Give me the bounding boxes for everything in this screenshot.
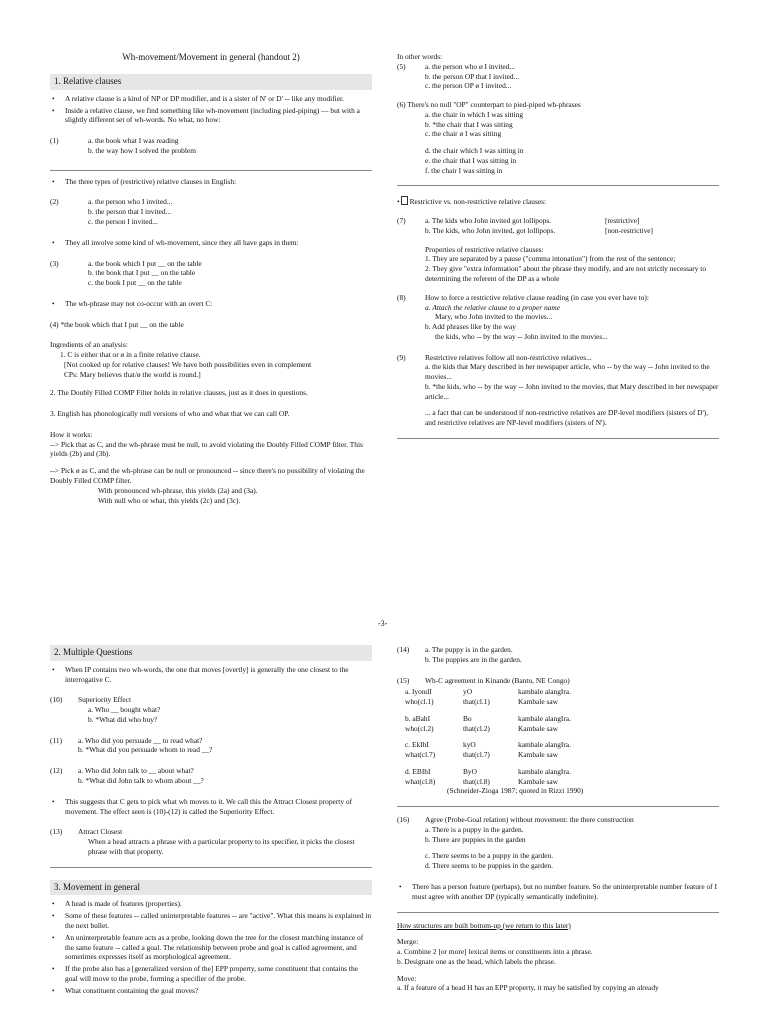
example-1 xyxy=(50,136,372,156)
example-line: a. the book which I put __ on the table xyxy=(88,258,202,268)
other-words: In other words: xyxy=(397,52,443,61)
example-number: (1) xyxy=(50,136,59,146)
bullet-text: When IP contains two wh-words, the one that moves [overtly] is generally the one closest to the interrogative C. xyxy=(65,664,349,684)
gloss-word: c. EkIhI xyxy=(405,740,429,750)
gloss-word: what(cl.8) xyxy=(405,776,436,786)
example-line: a. the person who ø I invited... xyxy=(425,61,515,71)
gloss-word: kambale alangIra. xyxy=(518,740,571,750)
example-number: (9) xyxy=(397,352,406,362)
gloss-word: kambale alangIra. xyxy=(518,766,571,776)
move-step-a: a. If a feature of a head H has an EPP property, it may be satisfied by copying an already xyxy=(397,983,659,993)
bullet-text: This suggests that C gets to pick what wh moves to it. We call this the Attract Closest property of movement. The effect seen is (10)-(12) is called the Superiority Effect. xyxy=(65,796,353,816)
gloss-word: ByO xyxy=(463,766,477,776)
gloss-word: that(cl.7) xyxy=(463,750,490,760)
bullet-text: An uninterpretable feature acts as a probe, looking down the tree for the closest matching instance of the same feature -- called a goal. The relationship between probe and goal is called agreement, and sometimes expresses itself as morphological agreement. xyxy=(65,932,364,962)
example-4: (4) *the book which that I put __ on the table xyxy=(50,319,184,329)
how-step-2b: With null who or what, this yields (2c) and (3c). xyxy=(98,495,241,505)
example-line: a. the chair in which I was sitting xyxy=(425,109,524,119)
divider xyxy=(397,185,719,186)
gloss-word: kyO xyxy=(463,740,476,750)
gloss-word: that(cl.8) xyxy=(463,776,490,786)
example-2 xyxy=(50,197,372,226)
kinande-glosses xyxy=(397,687,719,796)
how-heading: How it works: xyxy=(50,429,93,439)
example-3 xyxy=(50,259,372,288)
bullet-icon: • xyxy=(52,298,55,308)
example-head: Wh-C agreement in Kinande (Bantu, NE Congo) xyxy=(425,675,570,685)
example-line: a. the person who I invited... xyxy=(88,197,173,207)
fact-note: ... a fact that can be understood if non-restrictive relatives are DP-level modifiers (sisters of D'), and restrictive relatives are NP-level modifiers (sisters of N'). xyxy=(425,408,709,428)
example-number: (3) xyxy=(50,258,59,268)
example-line: d. the chair which I was sitting in xyxy=(425,146,524,156)
example-10 xyxy=(50,695,372,724)
example-line: e. the chair that I was sitting in xyxy=(425,155,517,165)
gloss-word: what(cl.7) xyxy=(405,750,436,760)
example-number: (16) xyxy=(397,815,410,825)
example-line: a. Who __ bought what? xyxy=(88,705,161,715)
example-line: b. The kids, who John invited, got lollipops. xyxy=(425,225,556,235)
ingredient-1-note: [Not cooked up for relative clauses! We have both possibilities even in complement xyxy=(64,359,312,369)
gloss-row xyxy=(405,767,719,787)
example-line: b. *What did John talk to whom about __? xyxy=(78,776,204,785)
example-line: d. There seems to be puppies in the garden. xyxy=(425,861,553,871)
example-line: a. the book what I was reading xyxy=(88,136,179,146)
ingredient-2: 2. The Doubly Filled COMP Filter holds in relative clauses, just as it does in questions. xyxy=(50,388,308,398)
gloss-word: kambale alangIra. xyxy=(518,713,571,723)
box-icon xyxy=(401,196,408,205)
how-step-2a: With pronounced wh-phrase, this yields (2a) and (3a). xyxy=(98,485,258,495)
ingredient-1: 1. C is either that or ø in a finite relative clause. xyxy=(60,350,201,360)
example-line: a. Who did John talk to __ about what? xyxy=(78,766,194,776)
properties-heading: Properties of restrictive relative clauses: xyxy=(425,244,544,254)
merge-step-b: b. Designate one as the head, which labels the phrase. xyxy=(397,956,556,966)
gloss-word: yO xyxy=(463,687,473,697)
gloss-word: b. aBahI xyxy=(405,713,431,723)
example-number: (13) xyxy=(50,827,63,837)
example-line: b. *the kids, who -- by the way -- John invited to the movies, that Mary described in her newspaper article... xyxy=(425,381,719,401)
bullet-text: Some of these features -- called uninterpretable features -- are "active". What this means is explained in the next bullet. xyxy=(65,911,372,930)
example-number: (8) xyxy=(397,292,406,302)
example-line: c. the person I invited... xyxy=(88,217,158,226)
example-number: (15) xyxy=(397,675,410,685)
example-14 xyxy=(397,645,719,665)
gloss-word: that(cl.2) xyxy=(463,723,490,733)
example-body: When a head attracts a phrase with a particular property to its specifier, it picks the closest phrase with that property. xyxy=(88,837,355,856)
citation: (Schneider-Zioga 1987; quoted in Rizzi 1990) xyxy=(447,786,584,796)
bullet-icon: • xyxy=(52,93,55,103)
ingredient-3: 3. English has phonologically null versions of who and what that we can call OP. xyxy=(50,409,290,419)
divider xyxy=(397,438,719,439)
example-line: b. There are puppies in the garden xyxy=(425,834,526,844)
example-line: f. the chair I was sitting in xyxy=(425,165,503,175)
merge-heading: Merge: xyxy=(397,937,419,947)
bullet-text: Inside a relative clause, we find something like wh-movement (including pied-piping) — but with a slightly different set of wh-words. No what, no how: xyxy=(65,105,360,125)
example-line: c. the chair ø I was sitting xyxy=(425,129,502,139)
bullet-text: If the probe also has a [generalized version of the] EPP property, some constituent that contains the goal will move to the probe, forming a specifier of the probe. xyxy=(65,964,358,983)
example-tag: [restrictive] xyxy=(605,216,640,226)
merge-step-a: a. Combine 2 [or more] lexical items or constituents into a phrase. xyxy=(397,947,593,957)
ingredient-1-note: CPs: Mary believes that/ø the world is round.] xyxy=(64,369,201,379)
section-agreement xyxy=(397,645,719,993)
example-number: (11) xyxy=(50,735,63,745)
page-number: -3- xyxy=(378,619,388,628)
gloss-row xyxy=(405,740,719,760)
bullet-icon: • xyxy=(52,237,55,247)
bullet-icon: • xyxy=(52,964,55,974)
property-2: 2. They give "extra information" about the phrase they modify, and are not strictly necessary to determining the referent of the DP as a whole xyxy=(425,264,707,284)
section-relative-clauses-cont xyxy=(397,52,719,445)
example-line: b. The puppies are in the garden. xyxy=(425,654,522,664)
example-line: the kids, who -- by the way -- John invited to the movies... xyxy=(435,331,608,341)
gloss-word: that(cl.1) xyxy=(463,697,490,707)
section-multiple-questions xyxy=(50,645,372,997)
example-number: (12) xyxy=(50,766,63,776)
example-line: b. Add phrases like by the way xyxy=(425,322,516,332)
bullet-text: What constituent containing the goal moves? xyxy=(65,985,199,995)
example-number: (14) xyxy=(397,645,410,654)
bullet-text: The three types of (restrictive) relative clauses in English: xyxy=(65,176,237,186)
example-8 xyxy=(397,293,719,342)
divider xyxy=(50,867,372,868)
example-number: (10) xyxy=(50,695,63,705)
section-heading: 1. Relative clauses xyxy=(50,74,372,90)
example-line: a. Attach the relative clause to a proper name xyxy=(425,302,560,312)
build-heading: How structures are built bottom-up (we return to this later) xyxy=(397,920,571,930)
example-line: a. There is a puppy in the garden. xyxy=(425,824,524,834)
example-5 xyxy=(397,62,719,91)
example-12 xyxy=(50,766,372,786)
example-line: a. The kids who John invited got lollipops. xyxy=(425,216,552,226)
bullet-icon: • xyxy=(52,176,55,186)
example-line: b. the way how I solved the problem xyxy=(88,145,196,155)
bullet-icon: • xyxy=(52,985,55,995)
gloss-word: a. IyondI xyxy=(405,687,432,697)
handout-title: Wh-movement/Movement in general (handout 2) xyxy=(122,52,300,62)
example-6-head: (6) There's no null "OP" counterpart to pied-piped wh-phrases xyxy=(397,100,581,110)
example-head: Restrictive relatives follow all non-restrictive relatives... xyxy=(425,352,592,362)
bullet-text: A head is made of features (properties). xyxy=(65,899,182,909)
section-heading: 3. Movement in general xyxy=(50,880,372,896)
gloss-word: who(cl.1) xyxy=(405,697,434,707)
bullet-text: The wh-phrase may not co-occur with an overt C: xyxy=(65,298,213,308)
example-13 xyxy=(50,827,372,856)
gloss-word: kambale alangIra. xyxy=(518,687,571,697)
property-1: 1. They are separated by a pause ("comma intonation") from the rest of the sentence; xyxy=(425,254,676,264)
divider xyxy=(397,912,719,913)
gloss-word: Kambale saw xyxy=(518,697,559,707)
divider xyxy=(50,170,372,171)
example-line: c. the person OP ø I invited... xyxy=(425,81,512,91)
example-9 xyxy=(397,353,719,428)
bullet-icon: • xyxy=(52,664,55,674)
example-line: b. *What did you persuade whom to read __? xyxy=(78,745,213,755)
gloss-word: Kambale saw xyxy=(518,776,559,786)
how-step-2: --> Pick ø as C, and the wh-phrase can be null or pronounced -- since there's no possibility of violating the Doubly Filled COMP filter. xyxy=(50,466,365,486)
example-11 xyxy=(50,736,372,756)
bullet-icon: • xyxy=(52,105,55,115)
how-step-1: --> Pick that as C, and the wh-phrase must be null, to avoid violating the Doubly Filled COMP filter. This yields (2b) and (3b). xyxy=(50,439,363,459)
gloss-word: Kambale saw xyxy=(518,723,559,733)
example-line: b. *What did who buy? xyxy=(88,714,158,724)
example-6 xyxy=(397,110,719,176)
example-head: Superiority Effect xyxy=(78,695,132,705)
bullet-icon: • xyxy=(52,932,55,942)
bullet-icon: • xyxy=(52,899,55,909)
bullet-text: There has a person feature (perhaps), but no number feature. So the uninterpretable number feature of I must agree with another DP (typically semantically indefinite). xyxy=(412,882,717,901)
gloss-word: d. EBIhI xyxy=(405,766,431,776)
example-line: a. Who did you persuade __ to read what? xyxy=(78,735,203,745)
move-heading: Move: xyxy=(397,973,417,983)
bullet-icon: • xyxy=(52,796,55,806)
example-line: c. There seems to be a puppy in the garden. xyxy=(425,851,554,861)
properties xyxy=(397,245,719,284)
bullet-icon: • xyxy=(52,911,55,921)
bullet-text: A relative clause is a kind of NP or DP modifier, and is a sister of N' or D' -- like any modifier. xyxy=(65,93,344,103)
example-tag: [non-restrictive] xyxy=(605,225,654,235)
example-16 xyxy=(397,815,719,871)
example-head: How to force a restrictive relative clause reading (in case you ever have to): xyxy=(425,292,649,302)
section-relative-clauses xyxy=(50,74,372,505)
rnr-heading: • Restrictive vs. non-restrictive relative clauses: xyxy=(397,197,547,207)
ingredients-heading: Ingredients of an analysis: xyxy=(50,340,128,350)
example-number: (2) xyxy=(50,197,59,207)
example-head: Attract Closest xyxy=(78,827,123,837)
example-line: c. the book I put __ on the table xyxy=(88,278,182,288)
example-line: b. the book that I put __ on the table xyxy=(88,268,196,278)
gloss-row xyxy=(405,714,719,734)
example-line: b. *the chair that I was sitting xyxy=(425,119,513,129)
example-head: Agree (Probe-Goal relation) without movement: the there construction xyxy=(425,815,634,825)
section-heading: 2. Multiple Questions xyxy=(50,645,372,661)
bullet-text: They all involve some kind of wh-movement, since they all have gaps in them: xyxy=(65,237,299,247)
example-15 xyxy=(397,676,719,686)
example-line: Mary, who John invited to the movies... xyxy=(435,312,553,322)
example-line: a. The puppy is in the garden. xyxy=(425,645,513,654)
example-line: a. the kids that Mary described in her newspaper article, who -- by the way -- John invited to the movies... xyxy=(425,362,710,382)
example-number: (7) xyxy=(397,216,406,226)
bullet-icon: • xyxy=(399,882,402,892)
gloss-word: who(cl.2) xyxy=(405,723,434,733)
example-number: (5) xyxy=(397,61,406,71)
gloss-row xyxy=(405,687,719,707)
example-line: b. the person that I invited... xyxy=(88,207,172,217)
gloss-word: Bo xyxy=(463,713,472,723)
gloss-word: Kambale saw xyxy=(518,750,559,760)
divider xyxy=(397,806,719,807)
example-line: b. the person OP that I invited... xyxy=(425,71,520,81)
example-7 xyxy=(397,216,719,236)
